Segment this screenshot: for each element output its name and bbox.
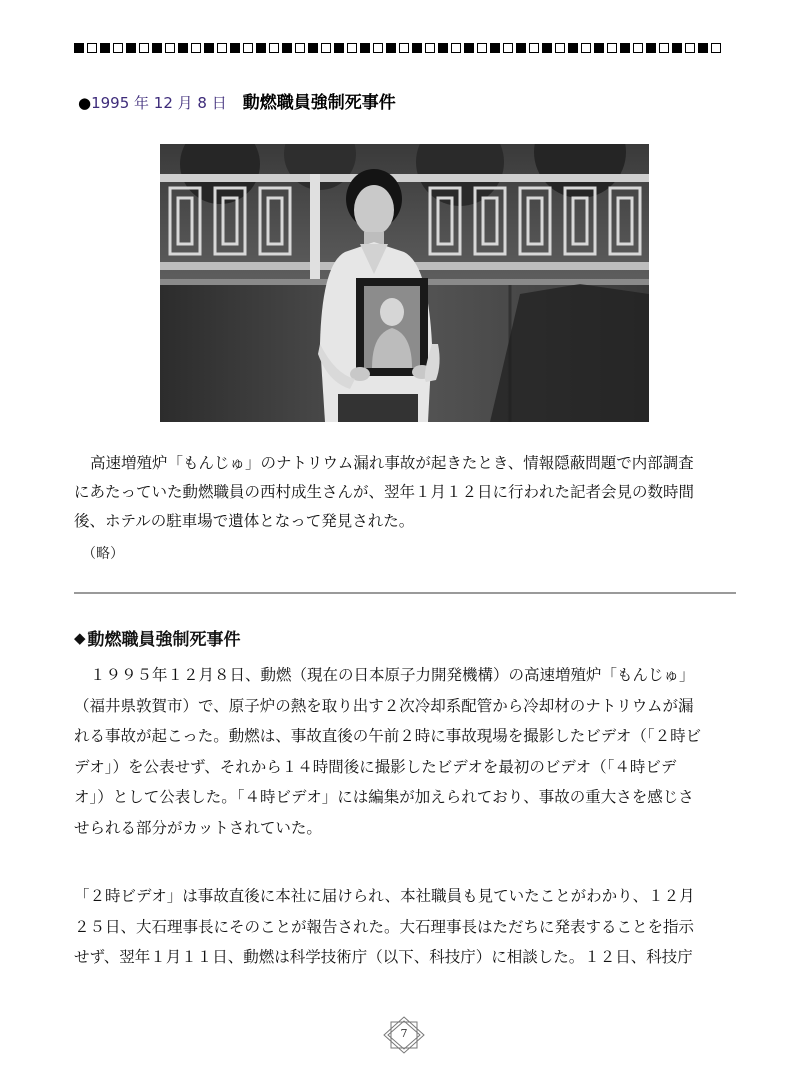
border-square bbox=[568, 43, 578, 53]
border-square bbox=[139, 43, 149, 53]
border-square bbox=[256, 43, 266, 53]
border-square bbox=[555, 43, 565, 53]
body-line: れる事故が起こった。動燃は、事故直後の午前２時に事故現場を撮影したビデオ（「２時ビ bbox=[74, 727, 702, 745]
body-line: （福井県敦賀市）で、原子炉の熱を取り出す２次冷却系配管から冷却材のナトリウムが漏 bbox=[74, 696, 694, 715]
border-square bbox=[698, 43, 708, 53]
border-square bbox=[334, 43, 344, 53]
border-square bbox=[659, 43, 669, 53]
body-line: １９９５年１２月８日、動燃（現在の日本原子力開発機構）の高速増殖炉「もんじゅ」 bbox=[90, 666, 695, 684]
border-square bbox=[633, 43, 643, 53]
border-square bbox=[152, 43, 162, 53]
border-square bbox=[672, 43, 682, 53]
article-heading bbox=[78, 88, 396, 114]
intro-line: にあたっていた動燃職員の西村成生さんが、翌年１月１２日に行われた記者会見の数時間 bbox=[74, 483, 695, 501]
border-square bbox=[685, 43, 695, 53]
border-square bbox=[243, 43, 253, 53]
border-square bbox=[607, 43, 617, 53]
border-square bbox=[490, 43, 500, 53]
intro-line: 後、ホテルの駐車場で遺体となって発見された。 bbox=[74, 512, 415, 530]
decorative-border bbox=[74, 40, 734, 56]
article-title: 動燃職員強制死事件 bbox=[242, 93, 396, 113]
body-line: デオ」）を公表せず、それから１４時間後に撮影したビデオを最初のビデオ（「４時ビデ bbox=[74, 757, 677, 776]
border-square bbox=[100, 43, 110, 53]
border-square bbox=[126, 43, 136, 53]
border-square bbox=[373, 43, 383, 53]
border-square bbox=[438, 43, 448, 53]
border-square bbox=[282, 43, 292, 53]
border-square bbox=[295, 43, 305, 53]
body-line: せられる部分がカットされていた。 bbox=[74, 818, 322, 837]
page-number: 7 bbox=[400, 1027, 408, 1040]
border-square bbox=[516, 43, 526, 53]
divider bbox=[74, 592, 736, 594]
body-paragraph-2 bbox=[74, 881, 736, 973]
border-square bbox=[399, 43, 409, 53]
border-square bbox=[581, 43, 591, 53]
border-square bbox=[386, 43, 396, 53]
border-square bbox=[308, 43, 318, 53]
body-paragraph-1 bbox=[74, 660, 736, 843]
border-square bbox=[230, 43, 240, 53]
border-square bbox=[217, 43, 227, 53]
border-square bbox=[646, 43, 656, 53]
border-square bbox=[269, 43, 279, 53]
border-square bbox=[425, 43, 435, 53]
section-heading bbox=[74, 625, 241, 650]
section-title: 動燃職員強制死事件 bbox=[87, 630, 241, 650]
border-square bbox=[191, 43, 201, 53]
border-square bbox=[464, 43, 474, 53]
omitted-note: （略） bbox=[82, 546, 124, 562]
border-square bbox=[412, 43, 422, 53]
border-square bbox=[347, 43, 357, 53]
border-square bbox=[178, 43, 188, 53]
border-square bbox=[321, 43, 331, 53]
border-square bbox=[74, 43, 84, 53]
border-square bbox=[620, 43, 630, 53]
body-line: ２５日、大石理事長にそのことが報告された。大石理事長はただちに発表することを指示 bbox=[74, 917, 695, 936]
border-square bbox=[477, 43, 487, 53]
intro-line: 高速増殖炉「もんじゅ」のナトリウム漏れ事故が起きたとき、情報隠蔽問題で内部調査 bbox=[90, 454, 694, 472]
border-square bbox=[113, 43, 123, 53]
diamond-icon: ◆ bbox=[74, 628, 86, 647]
border-square bbox=[542, 43, 552, 53]
intro-paragraph bbox=[74, 449, 736, 536]
border-square bbox=[87, 43, 97, 53]
border-square bbox=[503, 43, 513, 53]
border-square bbox=[165, 43, 175, 53]
body-line: せず、翌年１月１１日、動燃は科学技術庁（以下、科技庁）に相談した。１２日、科技庁 bbox=[74, 948, 693, 966]
article-date: 1995 年 12 月 8 日 bbox=[91, 94, 227, 112]
bullet-icon: ● bbox=[78, 94, 92, 112]
border-square bbox=[594, 43, 604, 53]
border-square bbox=[529, 43, 539, 53]
portrait-photo bbox=[160, 144, 649, 422]
border-square bbox=[204, 43, 214, 53]
body-line: 「２時ビデオ」は事故直後に本社に届けられ、本社職員も見ていたことがわかり、１２月 bbox=[74, 887, 695, 905]
border-square bbox=[711, 43, 721, 53]
border-square bbox=[360, 43, 370, 53]
body-line: オ」）として公表した。「４時ビデオ」には編集が加えられており、事故の重大さを感じさ bbox=[74, 788, 694, 806]
border-square bbox=[451, 43, 461, 53]
page-number-badge bbox=[383, 1016, 425, 1054]
